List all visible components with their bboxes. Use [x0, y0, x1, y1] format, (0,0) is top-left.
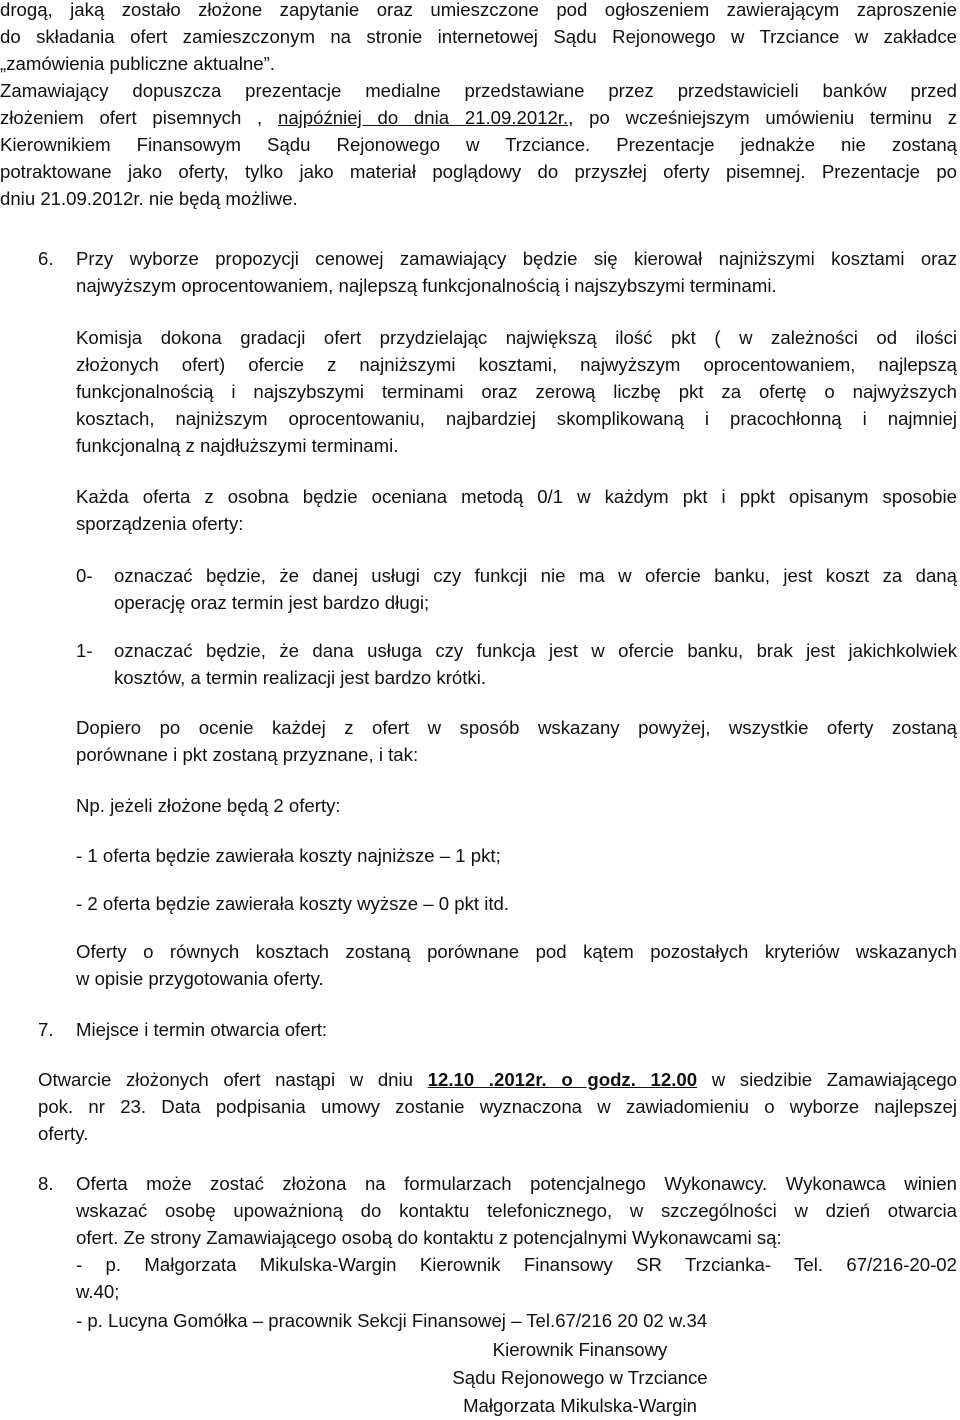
- intro-deadline: najpóźniej do dnia 21.09.2012r.: [277, 107, 569, 128]
- equal-costs-line-1: Oferty o równych kosztach zostaną porównane pod kątem pozostałych kryteriów wskazanych: [76, 941, 957, 962]
- intro-line-6: Kierownikiem Finansowym Sądu Rejonowego w Trzciance. Prezentacje jednakże nie zostaną: [0, 134, 957, 155]
- section-7-line-1-a: Otwarcie złożonych ofert nastąpi w dniu: [38, 1069, 428, 1090]
- example-intro: Np. jeżeli złożone będą 2 oferty:: [76, 795, 341, 816]
- item-0-number: 0-: [76, 565, 93, 586]
- signature-court: Sądu Rejonowego w Trzciance: [452, 1367, 708, 1388]
- section-7-title: Miejsce i termin otwarcia ofert:: [76, 1019, 328, 1040]
- dopiero-line-2: porównane i pkt zostaną przyznane, i tak:: [76, 744, 419, 765]
- intro-line-3: „zamówienia publiczne aktualne”.: [0, 53, 275, 74]
- item-1-number: 1-: [76, 640, 93, 661]
- dopiero-line-1: Dopiero po ocenie każdej z ofert w sposób wskazany powyżej, wszystkie oferty zostaną: [76, 717, 957, 738]
- example-line-2: - 2 oferta będzie zawierała koszty wyższe – 0 pkt itd.: [76, 893, 510, 914]
- komisja-line-2: złożonych ofert) ofercie z najniższymi kosztami, najwyższym oprocentowaniem, najlepszą: [76, 354, 957, 375]
- intro-line-5: [0, 104, 957, 131]
- section-6-number: 6.: [38, 248, 54, 269]
- section-8-line-2: wskazać osobę upoważnioną do kontaktu telefonicznego, w szczególności w dzień otwarcia: [76, 1200, 957, 1221]
- section-8-line-4: - p. Małgorzata Mikulska-Wargin Kierownik Finansowy SR Trzcianka- Tel. 67/216-20-02: [76, 1254, 957, 1275]
- section-8-number: 8.: [38, 1173, 54, 1194]
- section-6-line-2: najwyższym oprocentowaniem, najlepszą funkcjonalnością i najszybszymi terminami.: [76, 275, 777, 296]
- section-8-line-3: ofert. Ze strony Zamawiającego osobą do kontaktu z potencjalnymi Wykonawcami są:: [76, 1227, 782, 1248]
- item-1-line-1: oznaczać będzie, że dana usługa czy funkcja jest w ofercie banku, brak jest jakichkolwiek: [114, 640, 957, 661]
- section-8-line-1: Oferta może zostać złożona na formularzach potencjalnego Wykonawcy. Wykonawca winien: [76, 1173, 957, 1194]
- intro-line-4: Zamawiający dopuszcza prezentacje medialne przedstawiane przez przedstawicieli banków przed: [0, 80, 957, 101]
- example-line-1: - 1 oferta będzie zawierała koszty najniższe – 1 pkt;: [76, 845, 501, 866]
- intro-line-2: do składania ofert zamieszczonym na stronie internetowej Sądu Rejonowego w Trzciance w zakładce: [0, 26, 957, 47]
- intro-line-5-b: , po wcześniejszym umówieniu terminu z: [568, 107, 958, 128]
- section-7-line-3: oferty.: [38, 1123, 89, 1144]
- section-6-line-1: Przy wyborze propozycji cenowej zamawiający będzie się kierował najniższymi kosztami oraz: [76, 248, 957, 269]
- komisja-line-4: kosztach, najniższym oprocentowaniu, najbardziej skomplikowaną i pracochłonną i najmniej: [76, 408, 957, 429]
- section-7-line-1: [38, 1066, 957, 1093]
- kazda-line-1: Każda oferta z osobna będzie oceniana metodą 0/1 w każdym pkt i ppkt opisanym sposobie: [76, 486, 957, 507]
- section-7-line-2: pok. nr 23. Data podpisania umowy zostanie wyznaczona w zawiadomieniu o wyborze najlepszej: [38, 1096, 957, 1117]
- intro-line-5-a: złożeniem ofert pisemnych ,: [0, 107, 278, 128]
- section-8-line-6: - p. Lucyna Gomółka – pracownik Sekcji Finansowej – Tel.67/216 20 02 w.34: [76, 1310, 708, 1331]
- komisja-line-5: funkcjonalną z najdłuższymi terminami.: [76, 435, 399, 456]
- intro-line-8: dniu 21.09.2012r. nie będą możliwe.: [0, 188, 298, 209]
- komisja-line-3: funkcjonalnością i najszybszymi terminami oraz zerową liczbę pkt za ofertę o najwyższych: [76, 381, 957, 402]
- opening-date: 12.10 .2012r. o godz. 12.00: [427, 1069, 698, 1090]
- signature-title: Kierownik Finansowy: [492, 1339, 668, 1360]
- equal-costs-line-2: w opisie przygotowania oferty.: [76, 968, 324, 989]
- item-0-line-2: operację oraz termin jest bardzo długi;: [114, 592, 430, 613]
- item-0-line-1: oznaczać będzie, że danej usługi czy funkcji nie ma w ofercie banku, jest koszt za daną: [114, 565, 957, 586]
- intro-line-7: potraktowane jako oferty, tylko jako materiał poglądowy do przyszłej oferty pisemnej. Prezentacje po: [0, 161, 957, 182]
- komisja-line-1: Komisja dokona gradacji ofert przydzielając największą ilość pkt ( w zależności od ilości: [76, 327, 957, 348]
- section-7-line-1-b: w siedzibie Zamawiającego: [697, 1069, 958, 1090]
- kazda-line-2: sporządzenia oferty:: [76, 513, 244, 534]
- signature-name: Małgorzata Mikulska-Wargin: [463, 1395, 697, 1416]
- section-8-line-5: w.40;: [76, 1281, 120, 1302]
- item-1-line-2: kosztów, a termin realizacji jest bardzo krótki.: [114, 667, 487, 688]
- section-7-number: 7.: [38, 1019, 54, 1040]
- intro-line-1: drogą, jaką zostało złożone zapytanie oraz umieszczone pod ogłoszeniem zawierającym zaproszenie: [0, 0, 957, 20]
